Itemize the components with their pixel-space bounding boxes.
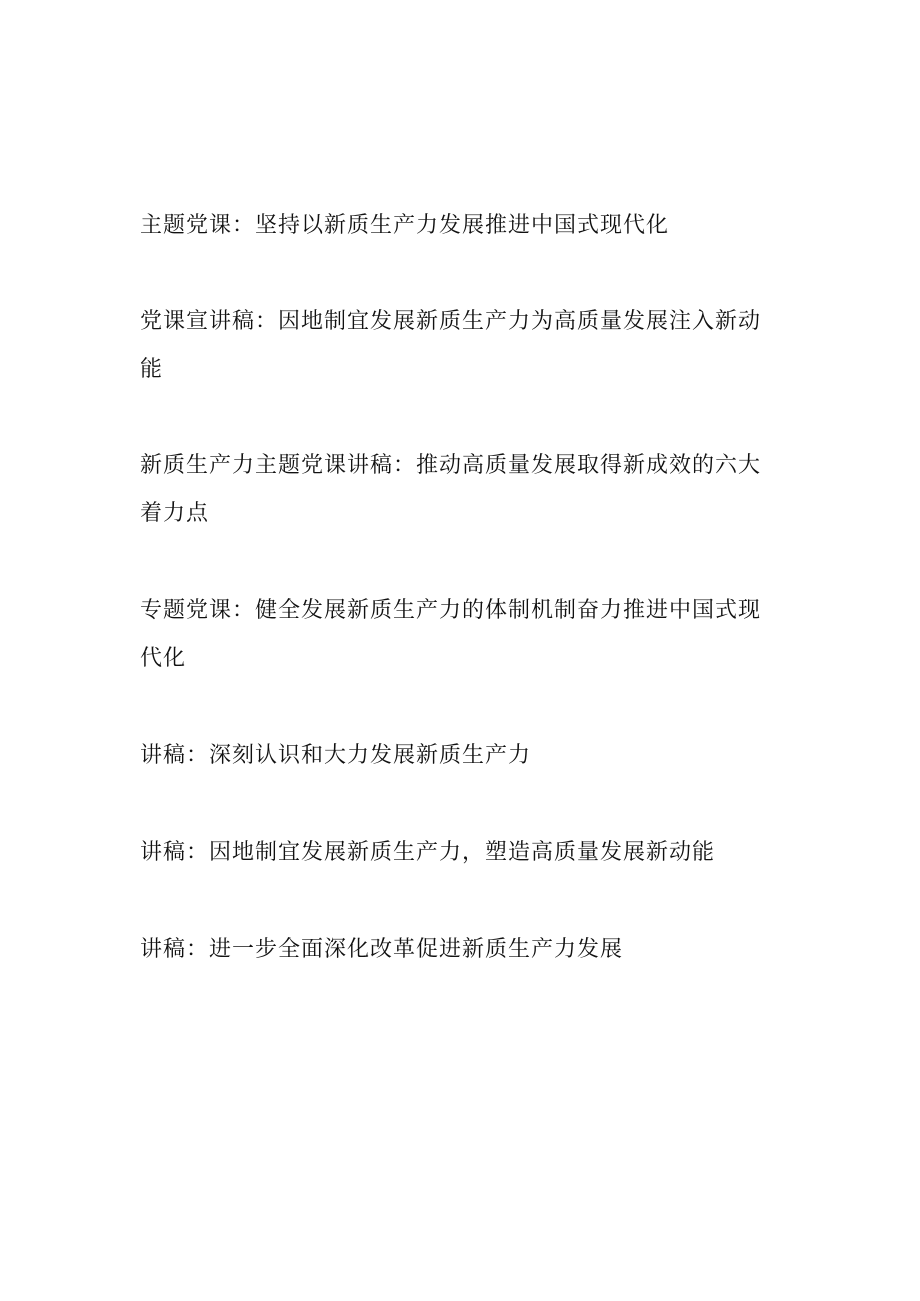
title-line: 主题党课：坚持以新质生产力发展推进中国式现代化 <box>140 213 670 238</box>
title-line: 新质生产力主题党课讲稿：推动高质量发展取得新成效的六大着力点 <box>140 453 762 526</box>
title-line: 讲稿：因地制宜发展新质生产力，塑造高质量发展新动能 <box>140 840 716 865</box>
title-line: 讲稿：进一步全面深化改革促进新质生产力发展 <box>140 937 624 962</box>
title-line: 讲稿：深刻认识和大力发展新质生产力 <box>140 743 532 768</box>
title-line: 专题党课：健全发展新质生产力的体制机制奋力推进中国式现代化 <box>140 598 762 671</box>
title-line: 党课宣讲稿：因地制宜发展新质生产力为高质量发展注入新动能 <box>140 309 762 382</box>
